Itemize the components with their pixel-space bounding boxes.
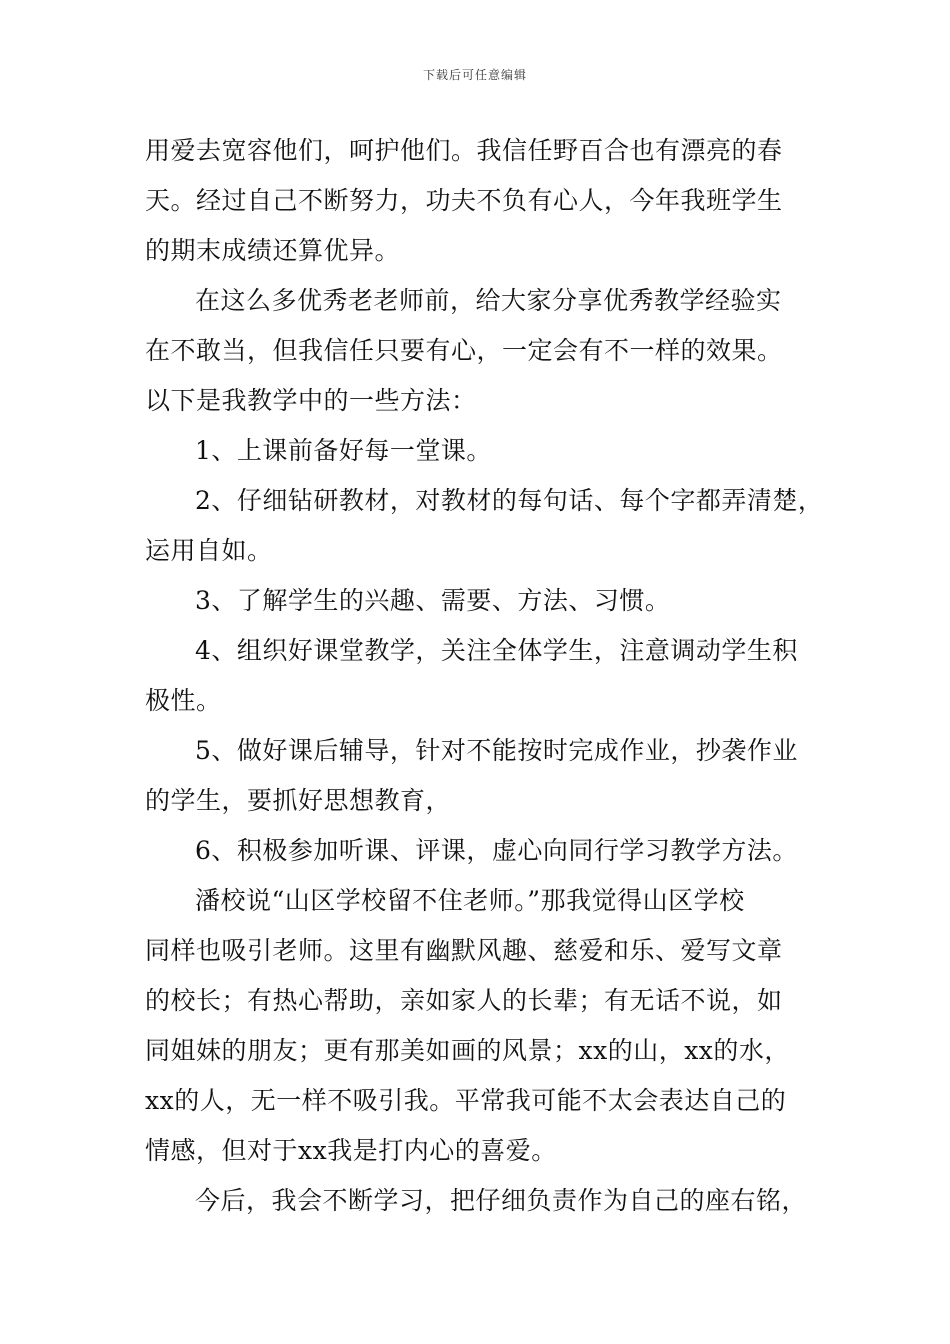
text-line: 的期末成绩还算优异。 — [145, 236, 401, 265]
text-line: 的学生，要抓好思想教育， — [145, 786, 452, 815]
text-line: 用爱去宽容他们，呵护他们。我信任野百合也有漂亮的春 — [145, 136, 783, 165]
paragraph-start-line: 在这么多优秀老老师前，给大家分享优秀教学经验实 — [195, 286, 782, 315]
text-line: 以下是我教学中的一些方法： — [145, 386, 477, 415]
text-line: 天。经过自己不断努力，功夫不负有心人，今年我班学生 — [145, 186, 783, 215]
text-line: xx的人，无一样不吸引我。平常我可能不太会表达自己的 — [145, 1086, 787, 1115]
text-line: 同姐妹的朋友；更有那美如画的风景；xx的山，xx的水， — [145, 1036, 790, 1065]
list-item-2: 2、仔细钻研教材，对教材的每句话、每个字都弄清楚， — [195, 486, 824, 515]
text-line: 情感，但对于xx我是打内心的喜爱。 — [145, 1136, 557, 1165]
list-item-5: 5、做好课后辅导，针对不能按时完成作业，抄袭作业 — [195, 736, 798, 765]
list-item-6: 6、积极参加听课、评课，虚心向同行学习教学方法。 — [195, 836, 798, 865]
page-header: 下载后可任意编辑 — [422, 68, 527, 82]
list-item-1: 1、上课前备好每一堂课。 — [195, 436, 492, 465]
list-item-3: 3、了解学生的兴趣、需要、方法、习惯。 — [195, 586, 671, 615]
text-line: 运用自如。 — [145, 536, 273, 565]
paragraph-start-line: 潘校说“山区学校留不住老师。”那我觉得山区学校 — [195, 886, 745, 915]
text-line: 在不敢当，但我信任只要有心，一定会有不一样的效果。 — [145, 336, 783, 365]
text-line: 的校长；有热心帮助，亲如家人的长辈；有无话不说，如 — [145, 986, 783, 1015]
text-line: 极性。 — [145, 686, 222, 715]
text-line: 同样也吸引老师。这里有幽默风趣、慈爱和乐、爱写文章 — [145, 936, 783, 965]
list-item-4: 4、组织好课堂教学，关注全体学生，注意调动学生积 — [195, 636, 798, 665]
paragraph-start-line: 今后，我会不断学习，把仔细负责作为自己的座右铭， — [195, 1186, 808, 1215]
